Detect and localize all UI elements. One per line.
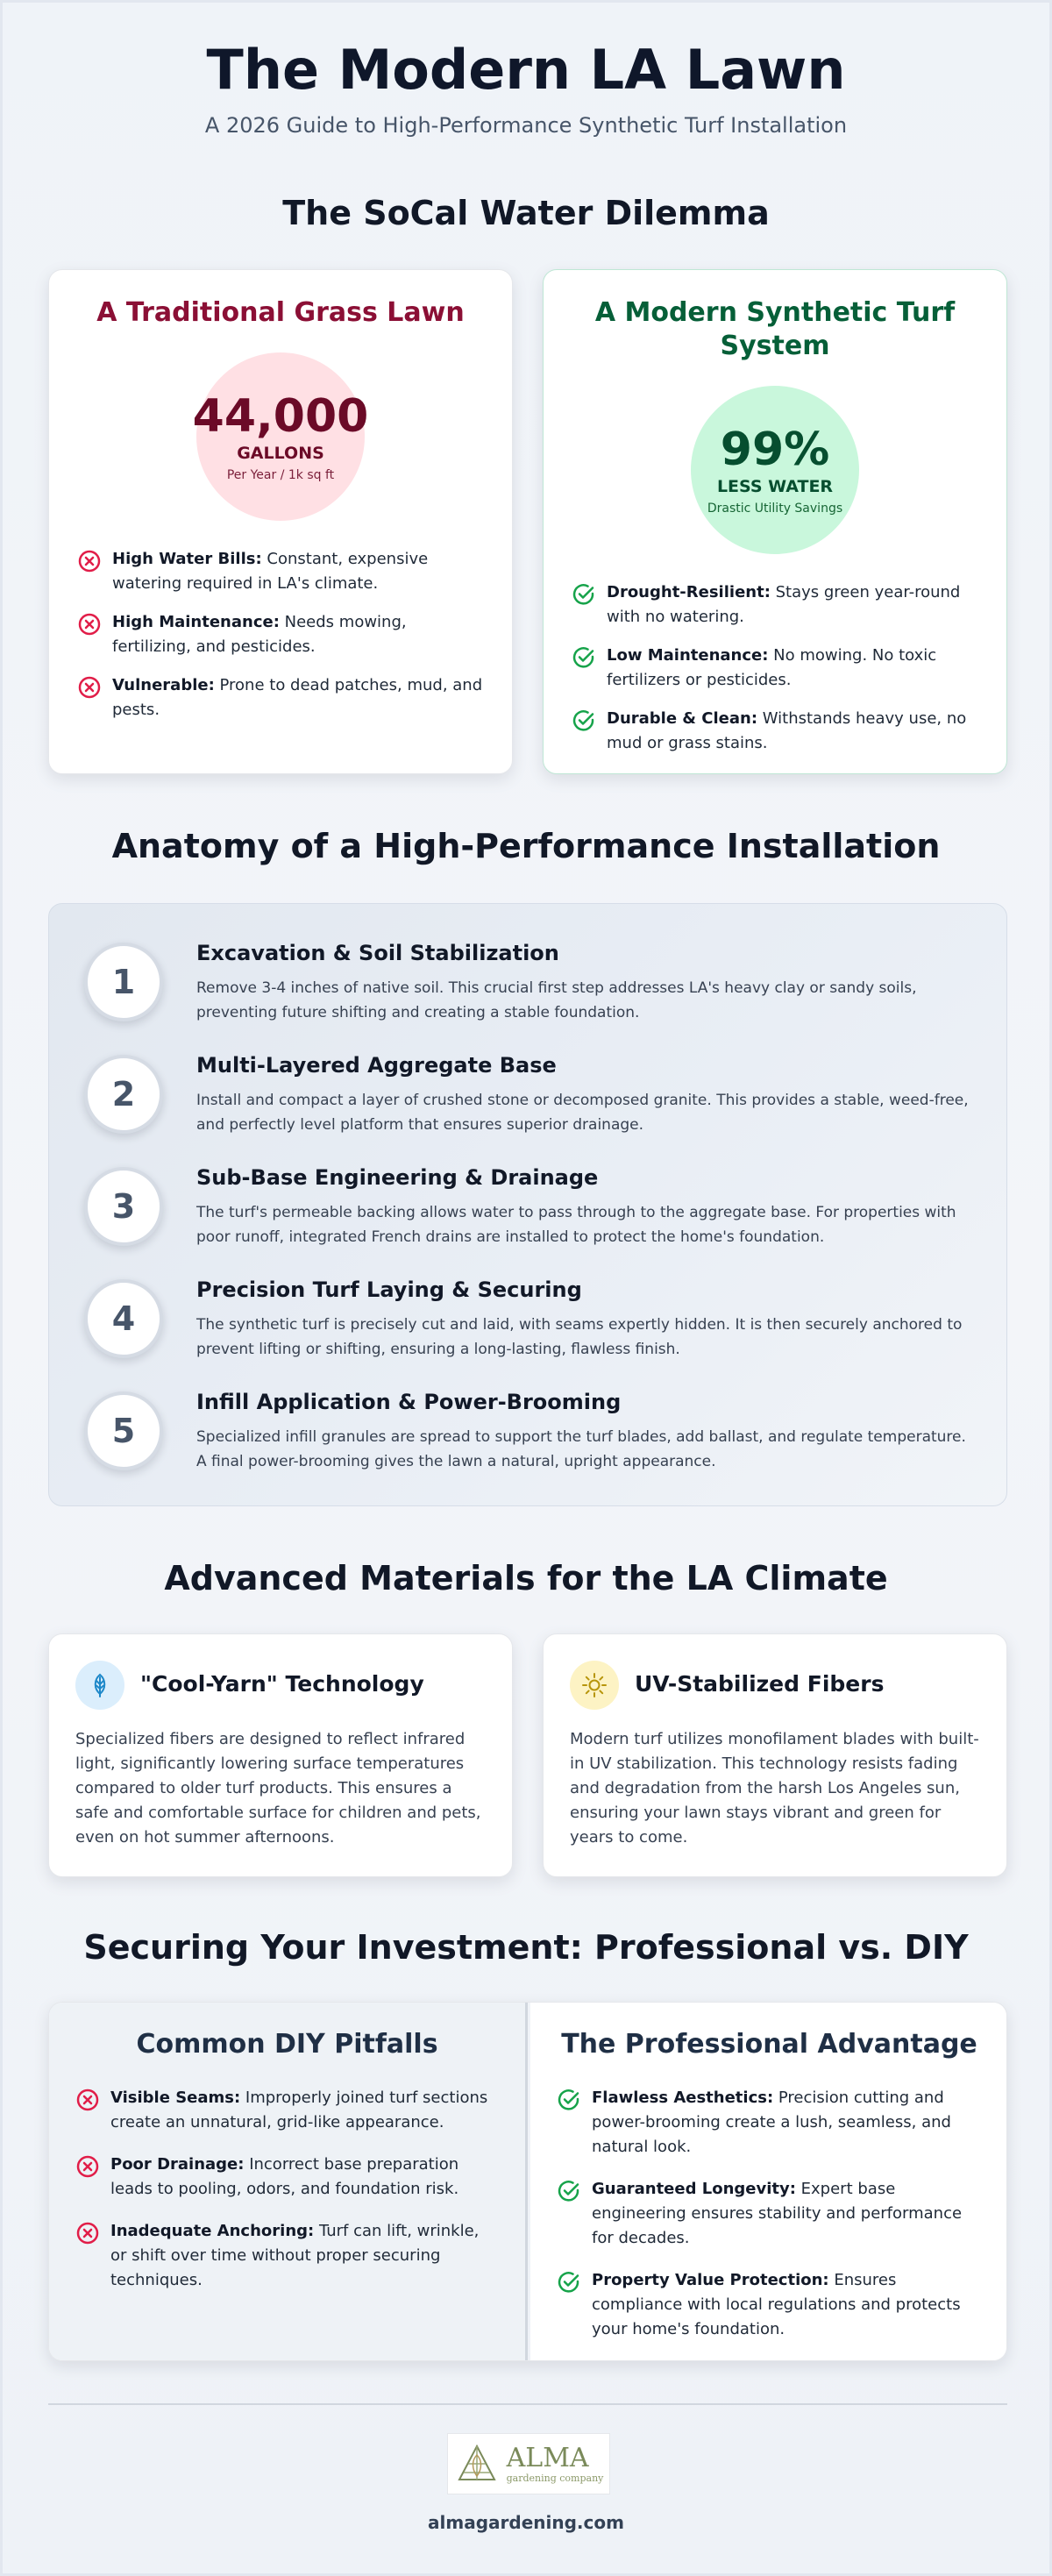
check-circle-icon bbox=[557, 2088, 581, 2112]
step-description: Install and compact a layer of crushed stone or decomposed granite. This provides a stable, weed-free, and perfectly level platform that ensures superior drainage. bbox=[196, 1092, 969, 1134]
step-title: Sub-Base Engineering & Drainage bbox=[196, 1165, 599, 1190]
professional-advantage-title: The Professional Advantage bbox=[561, 2029, 977, 2060]
installation-step bbox=[84, 937, 978, 1034]
x-circle-icon bbox=[77, 675, 102, 700]
x-circle-icon bbox=[75, 2088, 100, 2112]
stat-note: Drastic Utility Savings bbox=[707, 502, 843, 516]
material-title: UV-Stabilized Fibers bbox=[635, 1671, 885, 1697]
step-description: The synthetic turf is precisely cut and laid, with seams expertly hidden. It is then securely anchored to prevent lifting or shifting, ensuring a long-lasting, flawless finish. bbox=[196, 1316, 963, 1358]
list-item: High Maintenance: Needs mowing, fertilizing, and pesticides. bbox=[77, 610, 484, 659]
step-number: 3 bbox=[84, 1167, 163, 1246]
check-circle-icon bbox=[572, 708, 596, 733]
step-number: 5 bbox=[84, 1391, 163, 1470]
list-item: Durable & Clean: Withstands heavy use, no mud or grass stains. bbox=[572, 707, 978, 756]
uv-fibers-card bbox=[543, 1633, 1007, 1877]
traditional-lawn-card bbox=[48, 269, 513, 774]
materials-heading: Advanced Materials for the LA Climate bbox=[164, 1559, 888, 1598]
x-circle-icon bbox=[75, 2154, 100, 2179]
synthetic-turf-title: A Modern Synthetic Turf System bbox=[594, 297, 956, 361]
step-description: The turf's permeable backing allows water to pass through to the aggregate base. For properties with poor runoff, integrated French drains are installed to protect the home's foundation. bbox=[196, 1204, 956, 1246]
list-item: Poor Drainage: Incorrect base preparation leads to pooling, odors, and foundation risk. bbox=[75, 2153, 499, 2202]
diy-pitfalls-title: Common DIY Pitfalls bbox=[136, 2029, 438, 2060]
step-description: Remove 3-4 inches of native soil. This crucial first step addresses LA's heavy clay or sandy soils, preventing future shifting and creating a stable foundation. bbox=[196, 979, 917, 1021]
stat-value: 44,000 bbox=[192, 390, 369, 443]
website-link[interactable]: almagardening.com bbox=[428, 2512, 624, 2533]
professional-advantage-list bbox=[557, 2086, 982, 2342]
professional-advantage-column bbox=[530, 2003, 1007, 2360]
stat-unit: LESS WATER bbox=[716, 477, 834, 496]
company-logo bbox=[447, 2433, 610, 2494]
list-item: Guaranteed Longevity: Expert base engineering ensures stability and performance for decades. bbox=[557, 2177, 982, 2251]
diy-pitfalls-list bbox=[75, 2086, 499, 2293]
step-number: 4 bbox=[84, 1279, 163, 1358]
stat-unit: GALLONS bbox=[237, 444, 324, 463]
installation-steps-panel bbox=[48, 903, 1007, 1506]
stat-note: Per Year / 1k sq ft bbox=[226, 468, 335, 482]
check-circle-icon bbox=[572, 582, 596, 607]
pro-vs-diy-comparison bbox=[48, 2002, 1007, 2361]
diy-pitfalls-column bbox=[49, 2003, 528, 2360]
water-usage-stat bbox=[192, 352, 369, 521]
material-description: Specialized fibers are designed to reflect infrared light, significantly lowering surface temperatures compared to older turf products. This ensures a safe and comfortable surface for children and pets, even on hot summer afternoons. bbox=[75, 1730, 481, 1847]
logo-mark-icon bbox=[454, 2441, 500, 2487]
investment-heading: Securing Your Investment: Professional vs. DIY bbox=[83, 1928, 969, 1967]
material-title: "Cool-Yarn" Technology bbox=[140, 1671, 424, 1697]
check-circle-icon bbox=[557, 2270, 581, 2295]
leaf-icon bbox=[75, 1661, 124, 1710]
step-title: Infill Application & Power-Brooming bbox=[196, 1390, 622, 1414]
material-description: Modern turf utilizes monofilament blades with built-in UV stabilization. This technology resists fading and degradation from the harsh Los Angeles sun, ensuring your lawn stays vibrant and green for years to come. bbox=[570, 1730, 979, 1847]
list-item: Visible Seams: Improperly joined turf sections create an unnatural, grid-like appearance. bbox=[75, 2086, 499, 2135]
page-title: The Modern LA Lawn bbox=[206, 38, 846, 102]
water-savings-stat bbox=[691, 386, 859, 554]
x-circle-icon bbox=[77, 549, 102, 573]
installation-step bbox=[84, 1274, 978, 1370]
traditional-lawn-title: A Traditional Grass Lawn bbox=[96, 297, 465, 328]
step-title: Multi-Layered Aggregate Base bbox=[196, 1053, 557, 1078]
installation-step bbox=[84, 1162, 978, 1258]
dilemma-heading: The SoCal Water Dilemma bbox=[282, 194, 770, 232]
list-item: Drought-Resilient: Stays green year-round with no watering. bbox=[572, 580, 978, 630]
list-item: Property Value Protection: Ensures compliance with local regulations and protects your home's foundation. bbox=[557, 2268, 982, 2342]
logo-tagline: gardening company bbox=[506, 2472, 604, 2484]
logo-name: ALMA bbox=[506, 2442, 589, 2473]
step-description: Specialized infill granules are spread to support the turf blades, add ballast, and regulate temperature. A final power-brooming gives the lawn a natural, upright appearance. bbox=[196, 1428, 966, 1470]
step-number: 2 bbox=[84, 1055, 163, 1134]
x-circle-icon bbox=[75, 2221, 100, 2245]
traditional-drawbacks-list bbox=[77, 547, 484, 722]
page-subtitle: A 2026 Guide to High-Performance Synthetic Turf Installation bbox=[204, 113, 848, 138]
sun-icon bbox=[570, 1661, 619, 1710]
step-title: Precision Turf Laying & Securing bbox=[196, 1277, 582, 1302]
check-circle-icon bbox=[557, 2179, 581, 2203]
synthetic-benefits-list bbox=[572, 580, 978, 756]
step-title: Excavation & Soil Stabilization bbox=[196, 941, 559, 965]
installation-step bbox=[84, 1386, 978, 1483]
step-number: 1 bbox=[84, 943, 163, 1021]
list-item: Inadequate Anchoring: Turf can lift, wrinkle, or shift over time without proper securing techniques. bbox=[75, 2219, 499, 2293]
anatomy-heading: Anatomy of a High-Performance Installation bbox=[111, 827, 941, 865]
list-item: High Water Bills: Constant, expensive watering required in LA's climate. bbox=[77, 547, 484, 596]
footer-divider bbox=[48, 2403, 1007, 2405]
synthetic-turf-card bbox=[543, 269, 1007, 774]
stat-value: 99% bbox=[720, 423, 830, 476]
x-circle-icon bbox=[77, 612, 102, 637]
list-item: Vulnerable: Prone to dead patches, mud, and pests. bbox=[77, 673, 484, 722]
installation-step bbox=[84, 1050, 978, 1146]
cool-yarn-card bbox=[48, 1633, 513, 1877]
check-circle-icon bbox=[572, 645, 596, 670]
list-item: Flawless Aesthetics: Precision cutting and power-brooming create a lush, seamless, and natural look. bbox=[557, 2086, 982, 2160]
list-item: Low Maintenance: No mowing. No toxic fertilizers or pesticides. bbox=[572, 644, 978, 693]
